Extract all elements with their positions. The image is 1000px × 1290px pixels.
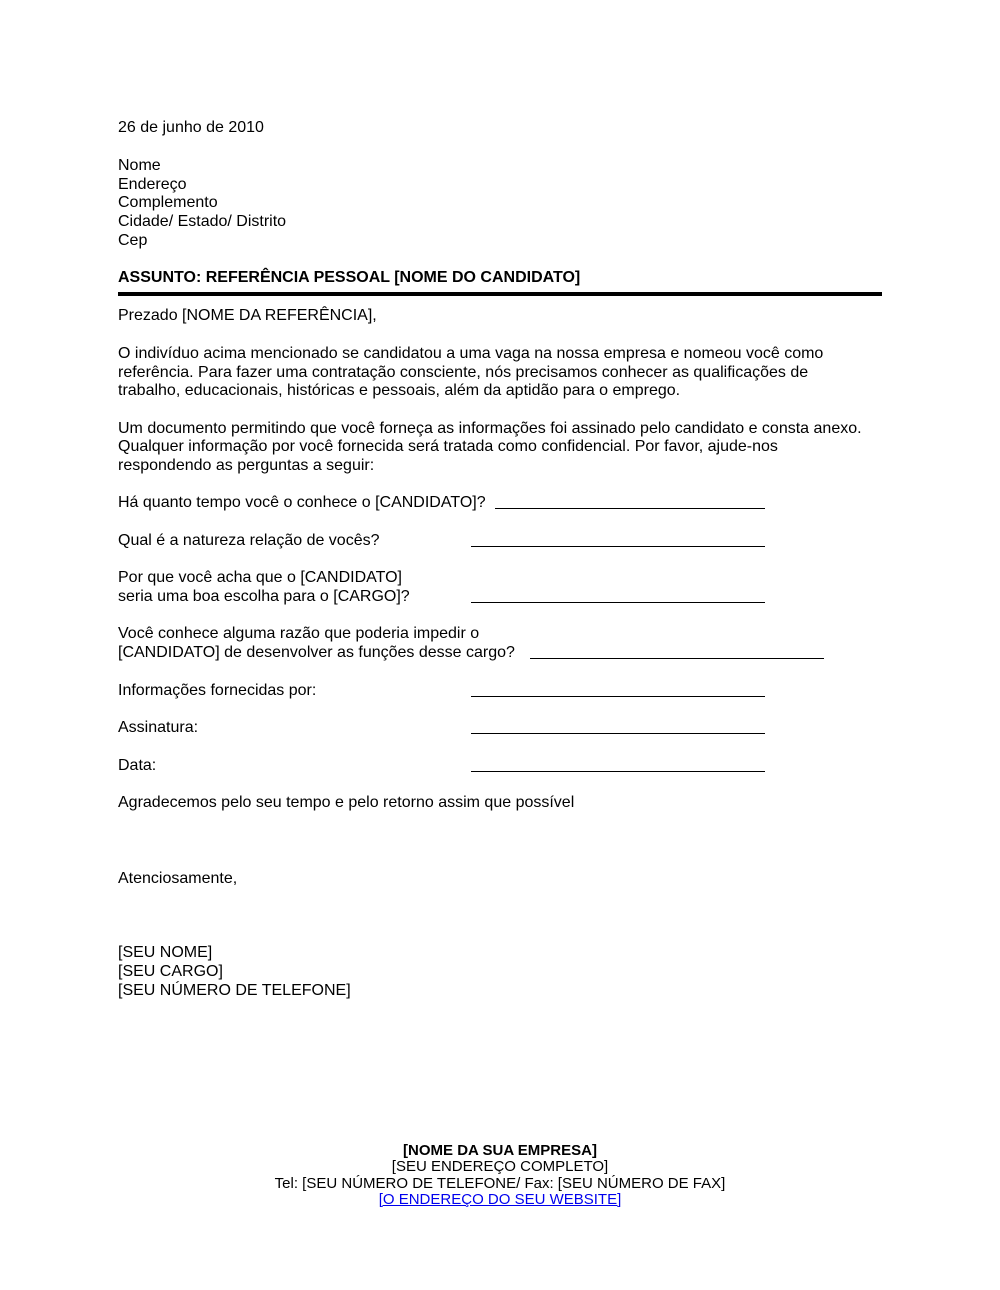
- question-label: Você conhece alguma razão que poderia impedir o: [118, 625, 480, 642]
- question-label: [CANDIDATO] de desenvolver as funções desse cargo?: [118, 644, 515, 661]
- paragraph-line: Um documento permitindo que você forneça as informações foi assinado pelo candidato e consta anexo.: [118, 420, 862, 437]
- recipient-complement: Complemento: [118, 194, 218, 211]
- recipient-name: Nome: [118, 157, 161, 174]
- answer-blank-how-long[interactable]: [495, 508, 765, 509]
- sender-name: [SEU NOME]: [118, 944, 213, 961]
- sender-title: [SEU CARGO]: [118, 963, 223, 980]
- question-label: Qual é a natureza relação de vocês?: [118, 532, 380, 549]
- paragraph-line: respondendo as perguntas a seguir:: [118, 457, 375, 474]
- paragraph-line: Qualquer informação por você fornecida será tratada como confidencial. Por favor, ajude-nos: [118, 438, 778, 455]
- answer-blank-relationship[interactable]: [471, 546, 765, 547]
- provided-by-blank[interactable]: [471, 696, 765, 697]
- field-label: Assinatura:: [118, 719, 199, 736]
- field-label: Data:: [118, 757, 157, 774]
- answer-blank-good-choice[interactable]: [471, 602, 765, 603]
- question-label: Há quanto tempo você o conhece o [CANDIDATO]?: [118, 494, 486, 511]
- paragraph-line: referência. Para fazer uma contratação consciente, nós precisamos conhecer as qualificações de: [118, 364, 809, 381]
- salutation: Prezado [NOME DA REFERÊNCIA],: [118, 307, 377, 324]
- footer-address: [SEU ENDEREÇO COMPLETO]: [391, 1158, 609, 1175]
- answer-blank-impediment[interactable]: [530, 658, 824, 659]
- date-blank[interactable]: [471, 771, 765, 772]
- footer-website-link[interactable]: [O ENDEREÇO DO SEU WEBSITE]: [378, 1191, 622, 1208]
- signature-blank[interactable]: [471, 733, 765, 734]
- field-label: Informações fornecidas por:: [118, 682, 317, 699]
- footer-company: [NOME DA SUA EMPRESA]: [403, 1142, 597, 1159]
- recipient-zip: Cep: [118, 232, 148, 249]
- footer-contact: Tel: [SEU NÚMERO DE TELEFONE/ Fax: [SEU NÚMERO DE FAX]: [274, 1175, 726, 1192]
- paragraph-line: trabalho, educacionais, históricas e pessoais, além da aptidão para o emprego.: [118, 382, 681, 399]
- sender-phone: [SEU NÚMERO DE TELEFONE]: [118, 982, 351, 999]
- recipient-address: Endereço: [118, 176, 187, 193]
- paragraph-line: O indivíduo acima mencionado se candidatou a uma vaga na nossa empresa e nomeou você como: [118, 345, 824, 362]
- letter-date: 26 de junho de 2010: [118, 119, 264, 136]
- question-label: seria uma boa escolha para o [CARGO]?: [118, 588, 410, 605]
- recipient-city-state: Cidade/ Estado/ Distrito: [118, 213, 287, 230]
- question-label: Por que você acha que o [CANDIDATO]: [118, 569, 402, 586]
- footer-website-row: [0, 1192, 1000, 1209]
- subject-divider: [118, 292, 882, 296]
- thanks-line: Agradecemos pelo seu tempo e pelo retorno assim que possível: [118, 794, 575, 811]
- subject-heading: ASSUNTO: REFERÊNCIA PESSOAL [NOME DO CANDIDATO]: [118, 269, 581, 286]
- closing: Atenciosamente,: [118, 870, 238, 887]
